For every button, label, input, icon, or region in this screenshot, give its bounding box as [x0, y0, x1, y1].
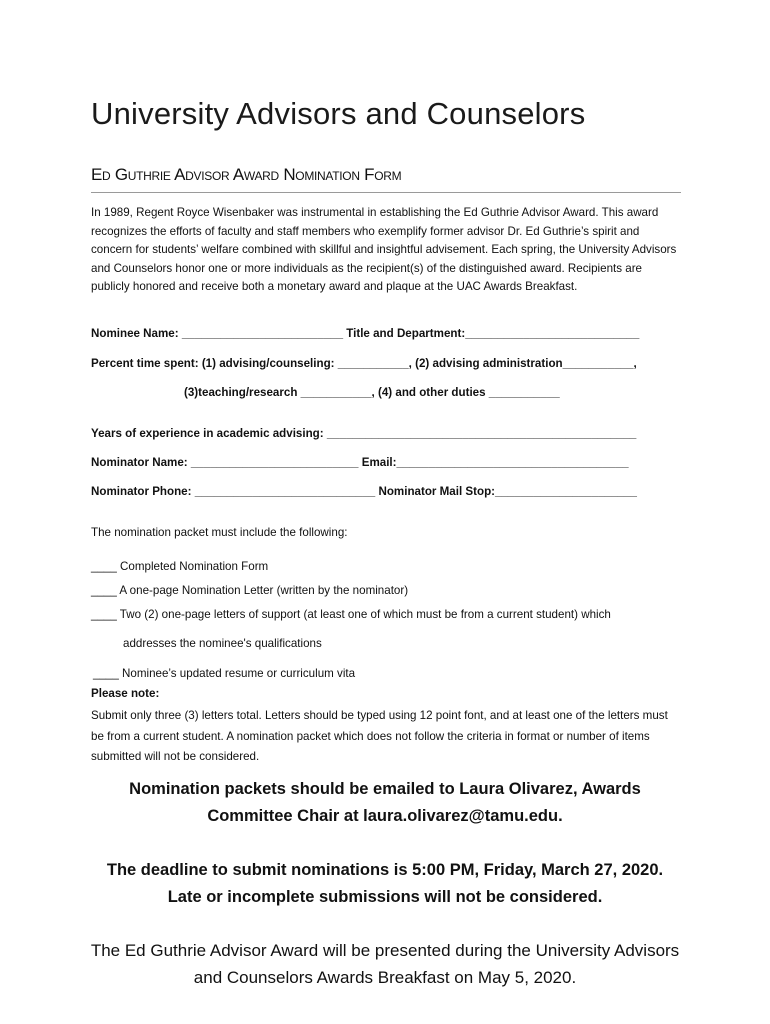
- nominee-name-field: Nominee Name: _________________________ Title and Department:___________________________: [91, 327, 640, 340]
- email-notice: Nomination packets should be emailed to Laura Olivarez, Awards Committee Chair at laura.olivarez@tamu.edu.: [129, 780, 641, 825]
- title-divider: [91, 192, 681, 193]
- packet-item-support-cont: addresses the nominee's qualifications: [123, 637, 322, 650]
- deadline-notice: The deadline to submit nominations is 5:00 PM, Friday, March 27, 2020. Late or incomplete submissions will not be considered.: [106, 861, 664, 906]
- packet-item-letter: ____ A one-page Nomination Letter (written by the nominator): [91, 584, 409, 597]
- note-heading: Please note:: [91, 687, 160, 700]
- organization-title: University Advisors and Counselors: [91, 96, 586, 131]
- percent-time-field: Percent time spent: (1) advising/counseling: ___________, (2) advising administration___________,: [91, 357, 637, 370]
- note-body: Submit only three (3) letters total. Letters should be typed using 12 point font, and at least one of the letters must be from a current student. A nomination packet which does not follow the criteria in format or number of items submitted will not be considered.: [91, 709, 668, 763]
- packet-item-support: ____ Two (2) one-page letters of support (at least one of which must be from a current student) which: [91, 608, 611, 621]
- nominator-phone-field: Nominator Phone: ____________________________ Nominator Mail Stop:______________________: [91, 485, 637, 498]
- percent-time-field-cont: (3)teaching/research ___________, (4) and other duties ___________: [184, 386, 560, 399]
- intro-paragraph: In 1989, Regent Royce Wisenbaker was instrumental in establishing the Ed Guthrie Advisor Award. This award recognizes the efforts of faculty and staff members who exemplify former advisor Dr. Ed Guthrie’s spirit and concern for students’ welfare combined with skillful and insightful advisement. Each spring, the University Advisors and Counselors honor one or more individuals as the recipient(s) of the distinguished award. Recipients are publicly honored and receive both a monetary award and plaque at the UAC Awards Breakfast.: [91, 206, 677, 294]
- form-title: Ed Guthrie Advisor Award Nomination Form: [91, 165, 402, 184]
- packet-intro: The nomination packet must include the following:: [91, 526, 348, 539]
- nominator-name-field: Nominator Name: __________________________ Email:____________________________________: [91, 456, 629, 469]
- years-experience-field: Years of experience in academic advising: ________________________________________________: [91, 427, 637, 440]
- presentation-notice: The Ed Guthrie Advisor Award will be presented during the University Advisors and Counselors Awards Breakfast on May 5, 2020.: [90, 941, 680, 987]
- packet-item-form: ____ Completed Nomination Form: [91, 560, 269, 573]
- packet-item-resume: ____ Nominee’s updated resume or curriculum vita: [93, 667, 356, 680]
